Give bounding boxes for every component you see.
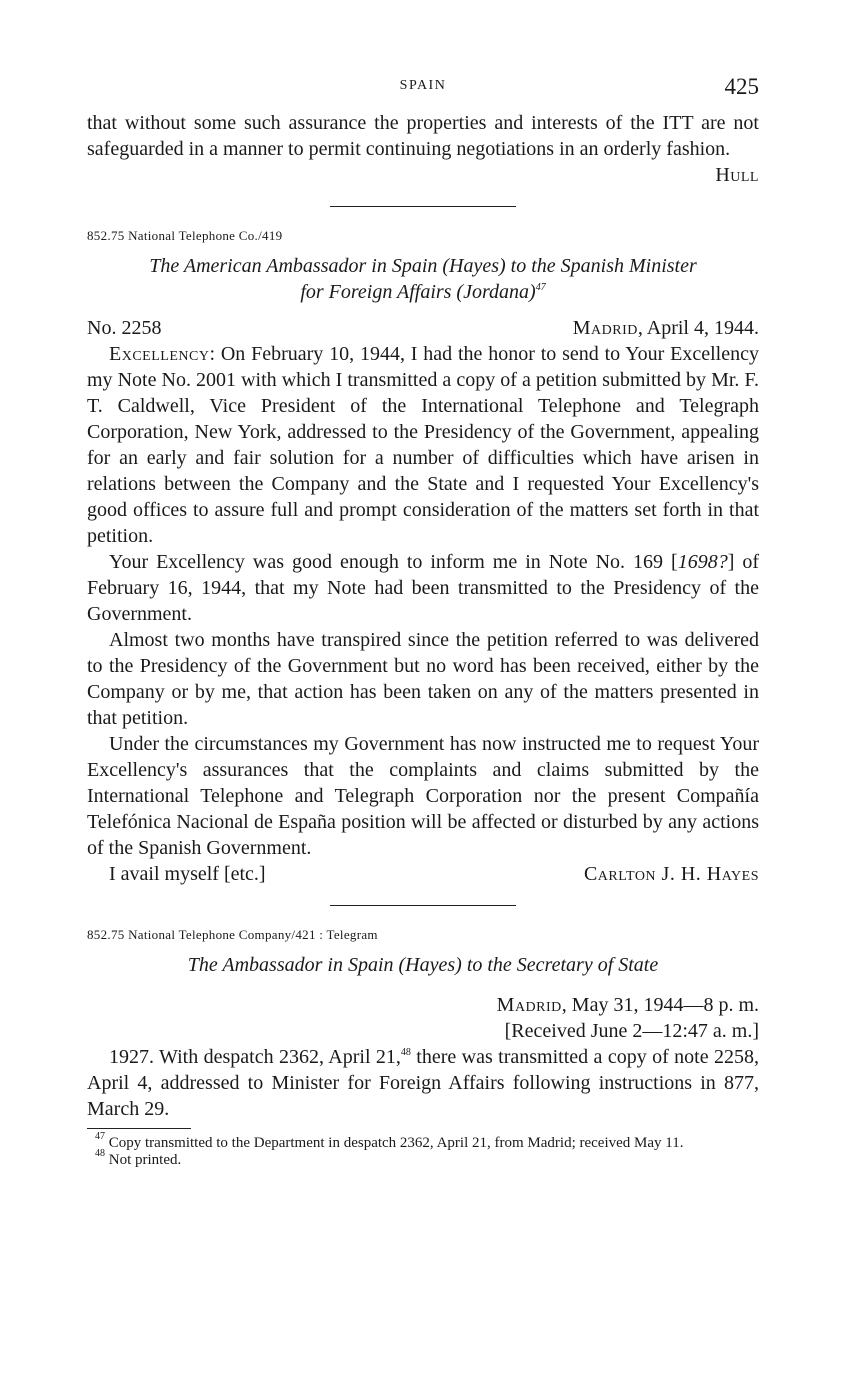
running-head — [87, 70, 759, 110]
doc1-title-line2: for Foreign Affairs (Jordana) — [300, 281, 536, 303]
footnote-47-text: Copy transmitted to the Department in despatch 2362, April 21, from Madrid; received May 11. — [105, 1135, 684, 1151]
footnote-48-ref: 48 — [95, 1148, 105, 1159]
doc1-closing-row — [87, 861, 759, 887]
footnote-47-ref: 47 — [95, 1131, 105, 1142]
doc1-file-reference: 852.75 National Telephone Co./419 — [87, 228, 283, 243]
doc1-title-line2-wrap — [89, 279, 757, 305]
doc1-p2-after: ] of February 16, 1944, that my Note had been transmitted to the Presidency of the Government. — [87, 551, 759, 625]
doc1-title — [87, 253, 759, 305]
doc1-paragraph-3: Almost two months have transpired since the petition referred to was delivered to the Presidency of the Government but no word has been received, either by the Company or by me, that action has been taken on any of the matters presented in that petition. — [87, 629, 759, 729]
doc1-number: No. 2258 — [87, 317, 162, 339]
doc1-salutation: Excellency — [109, 343, 210, 365]
doc1-number-date-row — [87, 315, 759, 341]
doc2-paragraph-1 — [87, 1044, 759, 1122]
doc1-signature: Carlton J. H. Hayes — [583, 863, 759, 885]
doc1-p2-before: Your Excellency was good enough to inform me in Note No. 169 [ — [109, 551, 678, 573]
footnote-48-text: Not printed. — [105, 1152, 182, 1168]
doc1-date: , April 4, 1944. — [637, 317, 759, 339]
footnote-47 — [87, 1131, 759, 1152]
doc1-paragraph-2 — [87, 549, 759, 627]
doc1-title-line1: The American Ambassador in Spain (Hayes) to the Spanish Minister — [149, 255, 697, 277]
doc1-dateline — [573, 315, 759, 341]
footnote-48 — [87, 1148, 759, 1169]
running-title: SPAIN — [399, 78, 447, 93]
doc1-footnote-ref: 47 — [535, 282, 546, 293]
doc1-p2-italic: 1698? — [677, 551, 728, 573]
doc2-footnote-ref: 48 — [400, 1047, 411, 1058]
section-divider-2 — [330, 905, 516, 906]
doc2-dateline — [87, 992, 759, 1018]
footnote-divider — [87, 1128, 191, 1129]
doc2-place: Madrid — [496, 994, 562, 1016]
doc1-p1-text: : On February 10, 1944, I had the honor to send to Your Excellency my Note No. 2001 with which I transmitted a copy of a petition submitted by Mr. F. T. Caldwell, Vice President of the International Telephone and Telegraph Corporation, New York, addressed to the Presidency of the Government, appealing for an early and fair solution for a number of difficulties which have arisen in relations between the Company and the State and I requested Your Excellency's good offices to assure full and prompt consideration of the matters set forth in that petition. — [87, 343, 759, 547]
doc1-paragraph-4: Under the circumstances my Government has now instructed me to request Your Excellency's assurances that the complaints and claims submitted by the International Telephone and Telegraph Corporation nor the present Compañía Telefónica Nacional de España position will be affected or disturbed by any actions of the Spanish Government. — [87, 733, 759, 859]
doc2-dateline-block — [87, 992, 759, 1044]
doc2-p1-before: 1927. With despatch 2362, April 21, — [109, 1046, 401, 1068]
doc2-title: The Ambassador in Spain (Hayes) to the Secretary of State — [187, 954, 659, 976]
doc2-received: [Received June 2—12:47 a. m.] — [504, 1020, 759, 1042]
continuation-signature — [87, 162, 759, 188]
continuation-paragraph: that without some such assurance the properties and interests of the ITT are not safeguarded in a manner to permit continuing negotiations in an orderly fashion. — [87, 112, 759, 160]
doc1-paragraph-1 — [87, 341, 759, 549]
doc2-file-reference: 852.75 National Telephone Company/421 : Telegram — [87, 927, 378, 942]
signature-hull: Hull — [715, 164, 759, 186]
doc2-p1-after: there was transmitted a copy of note 2258, April 4, addressed to Minister for Foreign Affairs following instructions in 877, March 29. — [87, 1046, 759, 1120]
section-divider — [330, 206, 516, 207]
document-page — [87, 70, 759, 1169]
page-number: 425 — [724, 74, 759, 99]
doc2-date: , May 31, 1944—8 p. m. — [561, 994, 759, 1016]
doc1-closing: I avail myself [etc.] — [109, 863, 266, 885]
doc1-place: Madrid — [572, 317, 638, 339]
